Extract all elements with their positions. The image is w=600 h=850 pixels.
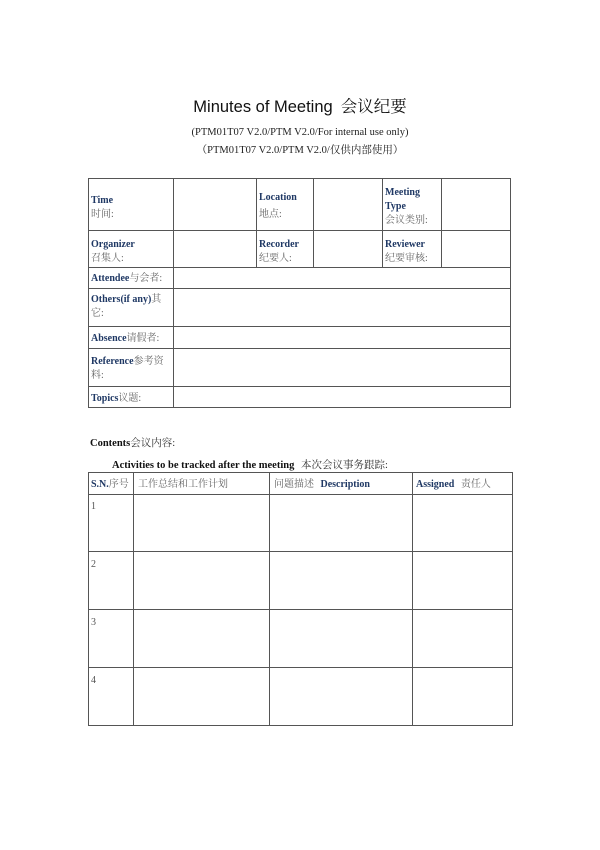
attendee-label: Attendee与会者:: [91, 273, 163, 284]
meeting-type-field[interactable]: [442, 179, 510, 230]
topics-label: Topics议题:: [91, 393, 142, 404]
reviewer-field[interactable]: [442, 231, 510, 267]
absence-field[interactable]: [174, 327, 510, 348]
assigned-field[interactable]: [413, 495, 512, 551]
description-field[interactable]: [270, 668, 412, 725]
organizer-field[interactable]: [174, 231, 256, 267]
col-header-assigned: Assigned 责任人: [416, 479, 491, 490]
description-field[interactable]: [270, 610, 412, 667]
subtitle-cn: （PTM01T07 V2.0/PTM V2.0/仅供内部使用）: [196, 145, 404, 156]
summary-field[interactable]: [134, 552, 269, 609]
recorder-label: Recorder 纪要人:: [259, 239, 299, 264]
row-sn: 4: [91, 675, 96, 686]
activities-heading: Activities to be tracked after the meeting 本次会议事务跟踪:: [112, 460, 388, 471]
topics-field[interactable]: [174, 387, 510, 407]
page-title: [0, 93, 600, 117]
organizer-label: Organizer 召集人:: [91, 239, 135, 264]
location-field[interactable]: [314, 179, 382, 230]
reviewer-label: Reviewer 纪要审核:: [385, 239, 428, 264]
title-en: Minutes of Meeting: [193, 98, 333, 116]
time-label: Time 时间:: [91, 195, 114, 220]
contents-heading: Contents会议内容:: [90, 438, 176, 449]
others-field[interactable]: [174, 289, 510, 326]
row-sn: 2: [91, 559, 96, 570]
row-sn: 1: [91, 501, 96, 512]
others-label: Others(if any)其 它:: [91, 294, 162, 319]
summary-field[interactable]: [134, 610, 269, 667]
meeting-type-label: Meeting Type 会议类别:: [385, 187, 428, 226]
description-field[interactable]: [270, 552, 412, 609]
title-cn: 会议纪要: [340, 98, 407, 116]
time-field[interactable]: [174, 179, 256, 230]
summary-field[interactable]: [134, 668, 269, 725]
assigned-field[interactable]: [413, 610, 512, 667]
assigned-field[interactable]: [413, 552, 512, 609]
col-header-sn: S.N.序号: [91, 479, 129, 490]
description-field[interactable]: [270, 495, 412, 551]
table-border: [510, 178, 511, 408]
attendee-field[interactable]: [174, 268, 510, 288]
table-border: [88, 407, 511, 408]
table-border: [88, 472, 513, 473]
location-label: Location 地点:: [259, 192, 297, 220]
recorder-field[interactable]: [314, 231, 382, 267]
subtitle-en: (PTM01T07 V2.0/PTM V2.0/For internal use only): [191, 127, 409, 138]
absence-label: Absence请假者:: [91, 333, 160, 344]
table-border: [88, 725, 513, 726]
col-header-summary: 工作总结和工作计划: [138, 479, 228, 490]
row-sn: 3: [91, 617, 96, 628]
reference-field[interactable]: [174, 349, 510, 386]
col-header-description: 问题描述 Description: [274, 479, 370, 490]
assigned-field[interactable]: [413, 668, 512, 725]
reference-label: Reference参考资 料:: [91, 356, 164, 381]
table-border: [512, 472, 513, 726]
summary-field[interactable]: [134, 495, 269, 551]
